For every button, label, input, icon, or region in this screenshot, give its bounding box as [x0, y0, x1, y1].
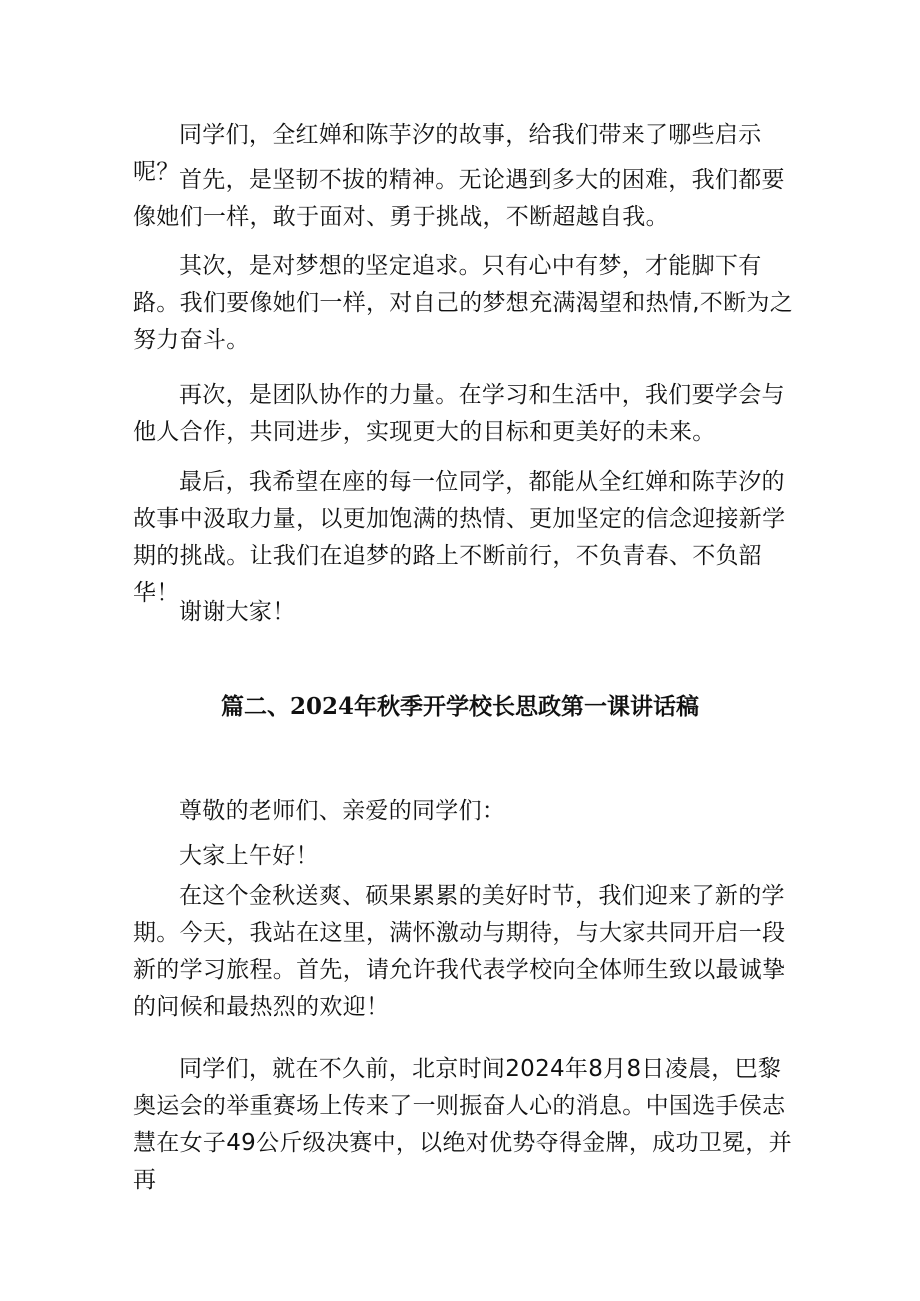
- paragraph: 同学们，就在不久前，北京时间2024年8月8日凌晨，巴黎奥运会的举重赛场上传来了一则振奋人心的消息。中国选手侯志慧在女子49公斤级决赛中，以绝对优势夺得金牌，成功卫冕，并再: [133, 1056, 792, 1193]
- paragraph: 同学们，全红婵和陈芋汐的故事，给我们带来了哪些启示呢？: [133, 122, 762, 185]
- paragraph: 谢谢大家！: [179, 599, 296, 625]
- paragraph: 最后，我希望在座的每一位同学，都能从全红婵和陈芋汐的故事中汲取力量，以更加饱满的热情、更加坚定的信念迎接新学期的挑战。让我们在追梦的路上不断前行，不负青春、不负韶华！: [133, 469, 786, 606]
- paragraph: 首先，是坚韧不拔的精神。无论遇到多大的困难，我们都要像她们一样，敢于面对、勇于挑战，不断超越自我。: [133, 167, 785, 230]
- paragraph: 在这个金秋送爽、硕果累累的美好时节，我们迎来了新的学期。今天，我站在这里，满怀激动与期待，与大家共同开启一段新的学习旅程。首先，请允许我代表学校向全体师生致以最诚挚的问候和最热烈的欢迎！: [133, 883, 786, 1020]
- paragraph: 尊敬的老师们、亲爱的同学们：: [179, 798, 506, 824]
- paragraph: 再次，是团队协作的力量。在学习和生活中，我们要学会与他人合作，共同进步，实现更大的目标和更美好的未来。: [133, 382, 785, 445]
- paragraph: 其次，是对梦想的坚定追求。只有心中有梦，才能脚下有路。我们要像她们一样，对自己的梦想充满渴望和热情,不断为之努力奋斗。: [133, 253, 794, 353]
- section-title: 篇二、2024年秋季开学校长思政第一课讲话稿: [220, 693, 699, 720]
- paragraph: 大家上午好！: [179, 843, 319, 869]
